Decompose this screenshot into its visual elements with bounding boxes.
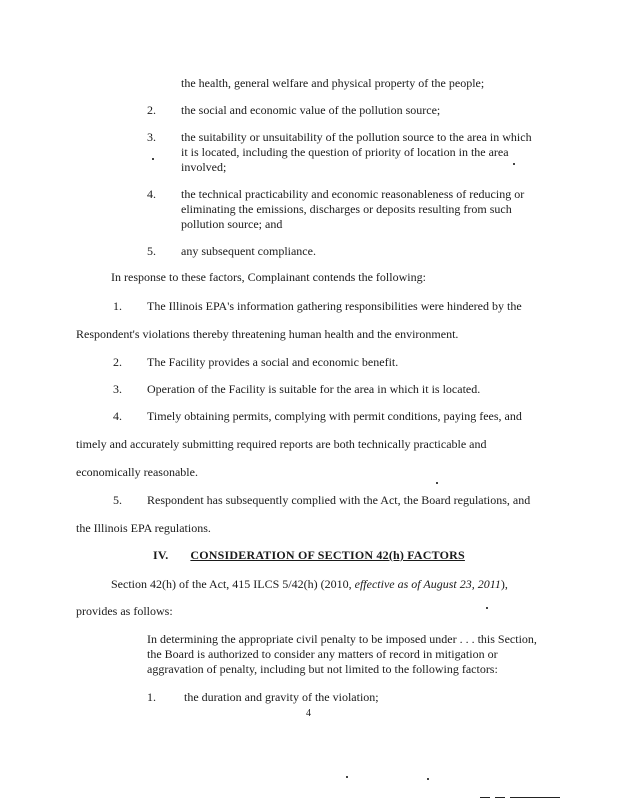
factor-5-number: 5. [147,244,156,258]
factor-1-continuation: the health, general welfare and physical property of the people; [181,76,485,90]
factor-5-text: any subsequent compliance. [181,244,316,258]
contention-1-text-line-2: Respondent's violations thereby threatening human health and the environment. [76,327,459,341]
contention-5-text-line-1: Respondent has subsequently complied with the Act, the Board regulations, and [147,493,531,507]
factor-4-text-line-3: pollution source; and [181,217,283,231]
contention-1-text-line-1: The Illinois EPA's information gathering responsibilities were hindered by the [147,299,522,313]
contention-3-text: Operation of the Facility is suitable for the area in which it is located. [147,382,481,396]
section-heading-numeral: IV. [153,548,169,562]
page-number: 4 [306,708,311,719]
contention-2-number: 2. [113,355,122,369]
scan-speck [513,163,515,165]
contention-2-text: The Facility provides a social and economic benefit. [147,355,399,369]
scan-edge-mark [495,797,505,798]
factor-3-text-line-2: it is located, including the question of priority of location in the area [181,145,509,159]
contention-5-number: 5. [113,493,122,507]
factor-3-text-line-3: involved; [181,160,227,174]
section-heading-title: CONSIDERATION OF SECTION 42(h) FACTORS [190,548,465,562]
response-intro: In response to these factors, Complainant contends the following: [111,270,426,284]
contention-4-text-line-2: timely and accurately submitting required reports are both technically practicable and [76,437,487,451]
contention-1-number: 1. [113,299,122,313]
scan-edge-mark [510,797,560,798]
quote-line-1: In determining the appropriate civil penalty to be imposed under . . . this Section, [147,632,537,646]
scan-speck [427,778,429,780]
factor-2-text: the social and economic value of the pollution source; [181,103,441,117]
quote-line-2: the Board is authorized to consider any matters of record in mitigation or [147,647,498,661]
factor-3-text-line-1: the suitability or unsuitability of the pollution source to the area in which [181,130,532,144]
scan-speck [346,776,348,778]
factor-3-number: 3. [147,130,156,144]
scan-speck [436,482,438,484]
contention-4-number: 4. [113,409,122,423]
quote-line-3: aggravation of penalty, including but not limited to the following factors: [147,662,498,676]
section-intro-prefix: Section 42(h) of the Act, 415 ILCS 5/42(h) (2010, [111,577,355,591]
section-heading [153,548,465,563]
scan-speck [152,158,154,160]
section-intro-line-1 [111,577,508,592]
scan-speck [486,607,488,609]
factor-4-text-line-1: the technical practicability and economic reasonableness of reducing or [181,187,525,201]
section-intro-suffix: ), [500,577,508,591]
section-intro-effective-date: effective as of August 23, 2011 [354,577,501,591]
contention-5-text-line-2: the Illinois EPA regulations. [76,521,211,535]
section-intro-line-2: provides as follows: [76,604,173,618]
factor-4-text-line-2: eliminating the emissions, discharges or deposits resulting from such [181,202,512,216]
contention-3-number: 3. [113,382,122,396]
quote-item-1-text: the duration and gravity of the violation; [184,690,379,704]
contention-4-text-line-3: economically reasonable. [76,465,198,479]
contention-4-text-line-1: Timely obtaining permits, complying with permit conditions, paying fees, and [147,409,522,423]
quote-item-1-number: 1. [147,690,156,704]
scan-edge-mark [480,797,490,798]
factor-2-number: 2. [147,103,156,117]
factor-4-number: 4. [147,187,156,201]
